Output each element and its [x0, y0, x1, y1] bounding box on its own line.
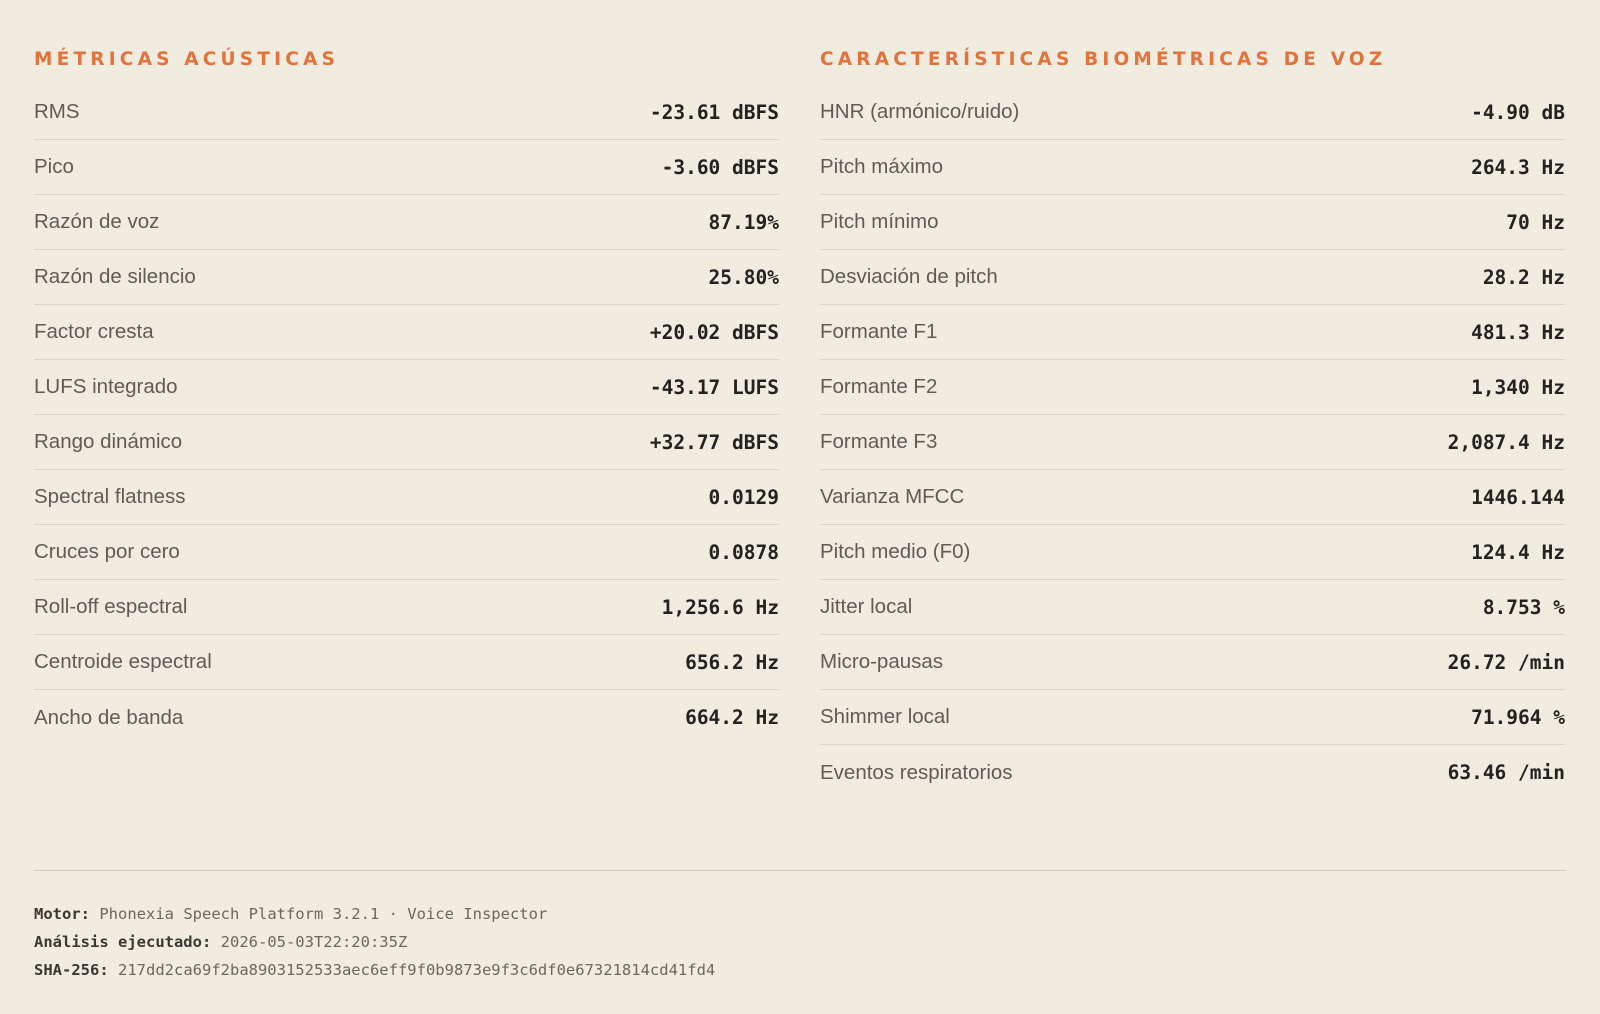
metric-label: Desviación de pitch [820, 265, 998, 288]
metric-label: Formante F3 [820, 430, 938, 453]
biometric-features-list [820, 85, 1565, 800]
metric-row-spectral-flatness [34, 470, 779, 525]
metric-value: 656.2 Hz [685, 650, 779, 674]
metric-row-formant-f2 [820, 360, 1565, 415]
metric-label: Formante F1 [820, 320, 938, 343]
metric-value: 63.46 /min [1447, 761, 1565, 784]
metric-label: HNR (armónico/ruido) [820, 100, 1020, 123]
metric-value: +20.02 dBFS [649, 320, 779, 344]
metric-value: +32.77 dBFS [649, 430, 779, 454]
metric-label: Pitch medio (F0) [820, 540, 971, 563]
metric-label: Micro-pausas [820, 650, 944, 673]
metric-label: Roll-off espectral [34, 595, 188, 618]
footer-engine-line [34, 900, 1566, 928]
analysis-footer [34, 900, 1566, 984]
metric-row-formant-f1 [820, 305, 1565, 360]
metric-row-pitch-mean [820, 525, 1565, 580]
metric-row-formant-f3 [820, 415, 1565, 470]
metric-label: Ancho de banda [34, 705, 184, 729]
metric-row-jitter [820, 580, 1565, 635]
metric-label: Shimmer local [820, 705, 950, 728]
metric-row-pitch-min [820, 195, 1565, 250]
footer-divider [34, 870, 1566, 871]
metric-row-breathing-events [820, 745, 1565, 800]
metric-value: -23.61 dBFS [649, 100, 779, 124]
metric-value: 2,087.4 Hz [1447, 430, 1565, 454]
metric-label: Rango dinámico [34, 430, 183, 453]
metric-row-mfcc-variance [820, 470, 1565, 525]
metric-value: 1,340 Hz [1471, 375, 1565, 399]
metric-row-integrated-lufs [34, 360, 779, 415]
metric-label: Spectral flatness [34, 485, 186, 508]
metric-label: Varianza MFCC [820, 485, 965, 508]
footer-executed-key: Análisis ejecutado: [34, 933, 212, 951]
metric-row-rms [34, 85, 779, 140]
metric-value: 28.2 Hz [1482, 265, 1565, 289]
metric-row-bandwidth [34, 690, 779, 745]
metric-value: 8.753 % [1482, 595, 1565, 619]
metrics-panels [34, 46, 1566, 800]
metric-row-spectral-centroid [34, 635, 779, 690]
metric-row-zero-crossings [34, 525, 779, 580]
metric-value: 124.4 Hz [1471, 540, 1565, 564]
biometric-features-panel [820, 46, 1565, 800]
metric-label: Formante F2 [820, 375, 938, 398]
metric-value: 264.3 Hz [1471, 155, 1565, 179]
metric-value: -43.17 LUFS [649, 375, 779, 399]
metric-row-silence-ratio [34, 250, 779, 305]
metric-value: 0.0129 [708, 485, 779, 509]
metric-label: Cruces por cero [34, 540, 180, 563]
metric-label: Pitch mínimo [820, 210, 939, 233]
metric-label: Jitter local [820, 595, 913, 618]
metric-value: 481.3 Hz [1471, 320, 1565, 344]
acoustic-metrics-panel [34, 46, 779, 800]
footer-sha-key: SHA-256: [34, 961, 109, 979]
metric-value: 70 Hz [1506, 210, 1565, 234]
metric-value: 71.964 % [1471, 705, 1565, 729]
metric-value: 0.0878 [708, 540, 779, 564]
metric-label: Eventos respiratorios [820, 760, 1013, 784]
metric-label: RMS [34, 100, 80, 123]
metric-label: Factor cresta [34, 320, 154, 343]
metric-row-voice-ratio [34, 195, 779, 250]
metric-label: Razón de voz [34, 210, 160, 233]
biometric-features-title: CARACTERÍSTICAS BIOMÉTRICAS DE VOZ [820, 49, 1387, 70]
metric-row-spectral-rolloff [34, 580, 779, 635]
metric-label: Pitch máximo [820, 155, 944, 178]
footer-engine-value: Phonexia Speech Platform 3.2.1 · Voice Inspector [99, 905, 548, 923]
metric-row-hnr [820, 85, 1565, 140]
acoustic-metrics-list [34, 85, 779, 745]
metric-value: 25.80% [708, 265, 779, 289]
footer-sha-line [34, 956, 1566, 984]
metric-row-pitch-max [820, 140, 1565, 195]
metric-row-shimmer [820, 690, 1565, 745]
footer-executed-line [34, 928, 1566, 956]
metric-value: 26.72 /min [1447, 650, 1565, 674]
metric-label: Centroide espectral [34, 650, 212, 673]
metric-label: Pico [34, 155, 74, 178]
metric-label: Razón de silencio [34, 265, 196, 288]
metric-row-pitch-deviation [820, 250, 1565, 305]
metric-row-dynamic-range [34, 415, 779, 470]
acoustic-metrics-title: MÉTRICAS ACÚSTICAS [34, 49, 340, 70]
metric-value: 87.19% [708, 210, 779, 234]
footer-executed-value: 2026-05-03T22:20:35Z [220, 933, 408, 951]
metric-value: 1446.144 [1471, 485, 1565, 509]
metric-value: 1,256.6 Hz [661, 595, 779, 619]
metric-value: -3.60 dBFS [661, 155, 779, 179]
metric-row-crest-factor [34, 305, 779, 360]
metric-label: LUFS integrado [34, 375, 178, 398]
footer-sha-value: 217dd2ca69f2ba8903152533aec6eff9f0b9873e9f3c6df0e67321814cd41fd4 [118, 961, 716, 979]
metric-value: 664.2 Hz [685, 706, 779, 729]
metric-row-micro-pauses [820, 635, 1565, 690]
metric-value: -4.90 dB [1471, 100, 1565, 124]
footer-engine-key: Motor: [34, 905, 90, 923]
metric-row-peak [34, 140, 779, 195]
